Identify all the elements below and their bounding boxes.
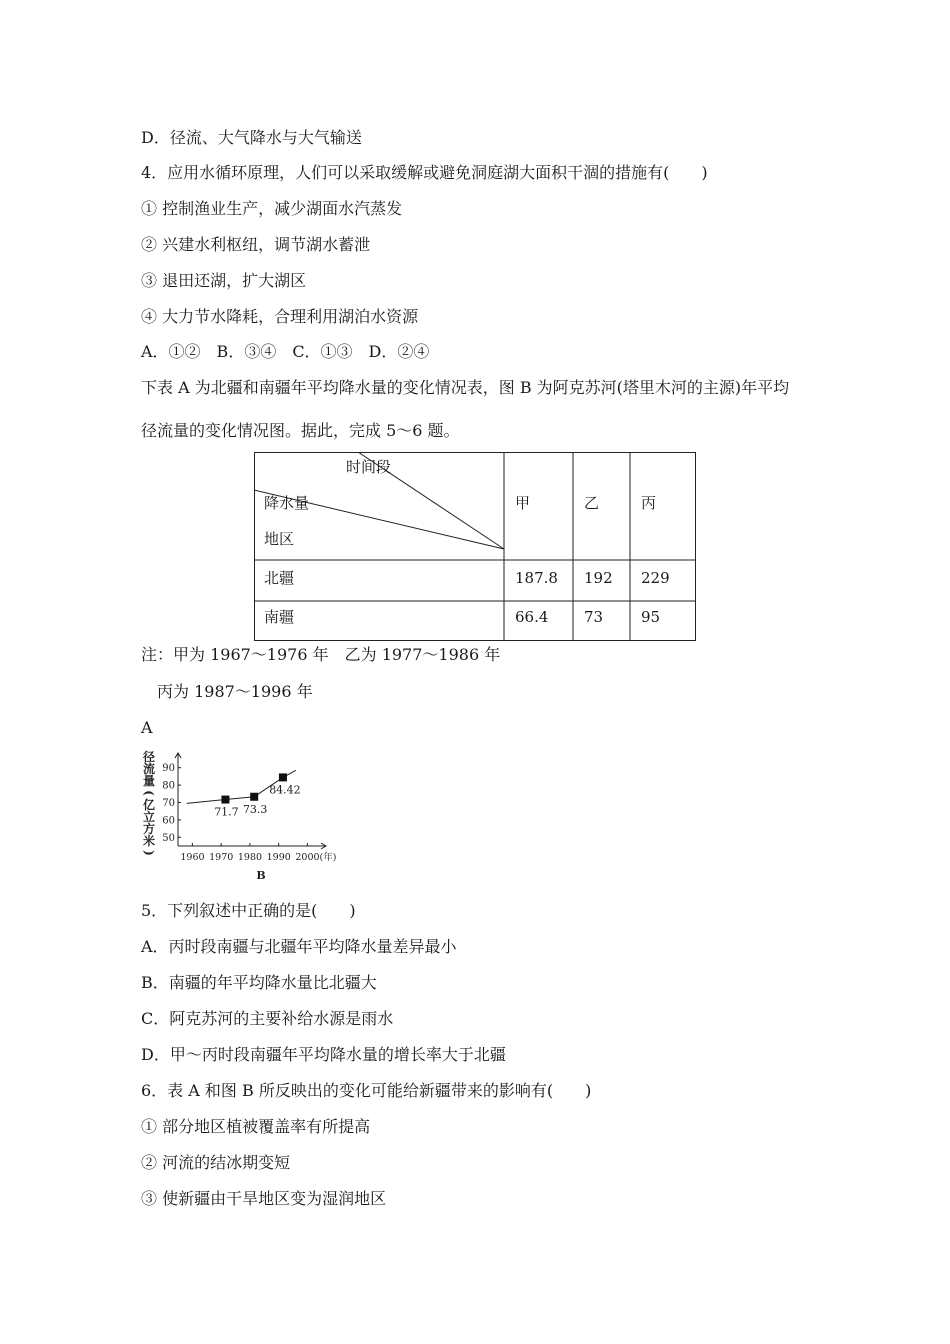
label-a: A (141, 718, 153, 737)
choice-4: ④ 大力节水降耗，合理利用湖泊水资源 (141, 307, 419, 326)
option-d-line: D．径流、大气降水与大气输送 (141, 128, 362, 147)
data-label: 73.3 (242, 802, 268, 816)
data-point-marker (221, 796, 229, 804)
intro-paragraph-line2: 径流量的变化情况图。据此，完成 5～6 题。 (141, 421, 460, 440)
data-label: 71.7 (214, 805, 239, 819)
x-tick-label: 1990 (266, 852, 291, 863)
table-cell: 229 (641, 569, 670, 587)
question-6: 6．表 A 和图 B 所反映出的变化可能给新疆带来的影响有( ) (141, 1081, 592, 1100)
q6-choice-3: ③ 使新疆由干旱地区变为湿润地区 (141, 1189, 387, 1208)
header-precip: 降水量 (264, 494, 310, 512)
x-tick-label: 1980 (237, 852, 263, 863)
x-tick-label: 1960 (180, 852, 205, 863)
q5-option-a: A．丙时段南疆与北疆年平均降水量差异最小 (141, 937, 457, 956)
table-cell: 95 (641, 608, 661, 626)
runoff-chart-svg (141, 745, 356, 885)
question-4: 4．应用水循环原理，人们可以采取缓解或避免洞庭湖大面积干涸的措施有( ) (141, 163, 708, 182)
table-cell: 192 (584, 569, 613, 587)
column-header: 甲 (515, 494, 531, 512)
choice-1: ① 控制渔业生产，减少湖面水汽蒸发 (141, 199, 403, 218)
answer-options-q4: A．①② B．③④ C．①③ D．②④ (141, 342, 430, 361)
table-note-line2: 丙为 1987～1996 年 (157, 682, 313, 701)
header-period: 时间段 (346, 458, 392, 476)
y-tick-label: 90 (162, 763, 175, 775)
table-note-line1: 注：甲为 1967～1976 年 乙为 1977～1986 年 (141, 645, 501, 664)
table-cell: 187.8 (515, 569, 558, 587)
y-axis-label-char: 亿 (142, 798, 156, 812)
q6-choice-2: ② 河流的结冰期变短 (141, 1153, 291, 1172)
choice-2: ② 兴建水利枢纽，调节湖水蓄泄 (141, 235, 371, 254)
q5-option-b: B．南疆的年平均降水量比北疆大 (141, 973, 377, 992)
choice-3: ③ 退田还湖，扩大湖区 (141, 271, 307, 290)
row-region: 南疆 (264, 608, 295, 626)
y-axis-label-char: ( (142, 790, 156, 796)
row-region: 北疆 (264, 569, 295, 587)
y-axis-label-char: 米 (142, 834, 156, 848)
q5-option-c: C．阿克苏河的主要补给水源是雨水 (141, 1009, 394, 1028)
y-tick-label: 50 (162, 832, 175, 844)
y-axis-label-char: 径 (142, 750, 156, 764)
x-tick-label: 2000(年) (295, 852, 337, 863)
precipitation-table (254, 452, 696, 641)
column-header: 乙 (584, 494, 600, 512)
y-axis-label-char: 流 (142, 762, 156, 776)
y-axis-label-char: 方 (142, 822, 156, 836)
header-region: 地区 (264, 530, 295, 548)
data-point-marker (279, 773, 287, 781)
q5-option-d: D．甲～丙时段南疆年平均降水量的增长率大于北疆 (141, 1045, 506, 1064)
table-cell: 66.4 (515, 608, 549, 626)
y-tick-label: 80 (162, 780, 175, 792)
y-tick-label: 60 (162, 815, 175, 827)
chart-caption: B (256, 869, 266, 882)
runoff-chart (141, 745, 356, 885)
intro-paragraph-line1: 下表 A 为北疆和南疆年平均降水量的变化情况表，图 B 为阿克苏河(塔里木河的主源)年平均 (141, 378, 790, 397)
table-grid (254, 452, 696, 641)
question-5: 5．下列叙述中正确的是( ) (141, 901, 356, 920)
x-tick-label: 1970 (209, 852, 234, 863)
column-header: 丙 (641, 494, 657, 512)
data-label: 84.42 (269, 783, 301, 797)
y-axis-label-char: ) (142, 850, 156, 856)
table-cell: 73 (584, 608, 604, 626)
data-point-marker (250, 793, 258, 801)
y-axis-label-char: 立 (142, 810, 156, 824)
y-tick-label: 70 (162, 798, 175, 809)
y-axis-label-char: 量 (142, 774, 156, 788)
q6-choice-1: ① 部分地区植被覆盖率有所提高 (141, 1117, 371, 1136)
